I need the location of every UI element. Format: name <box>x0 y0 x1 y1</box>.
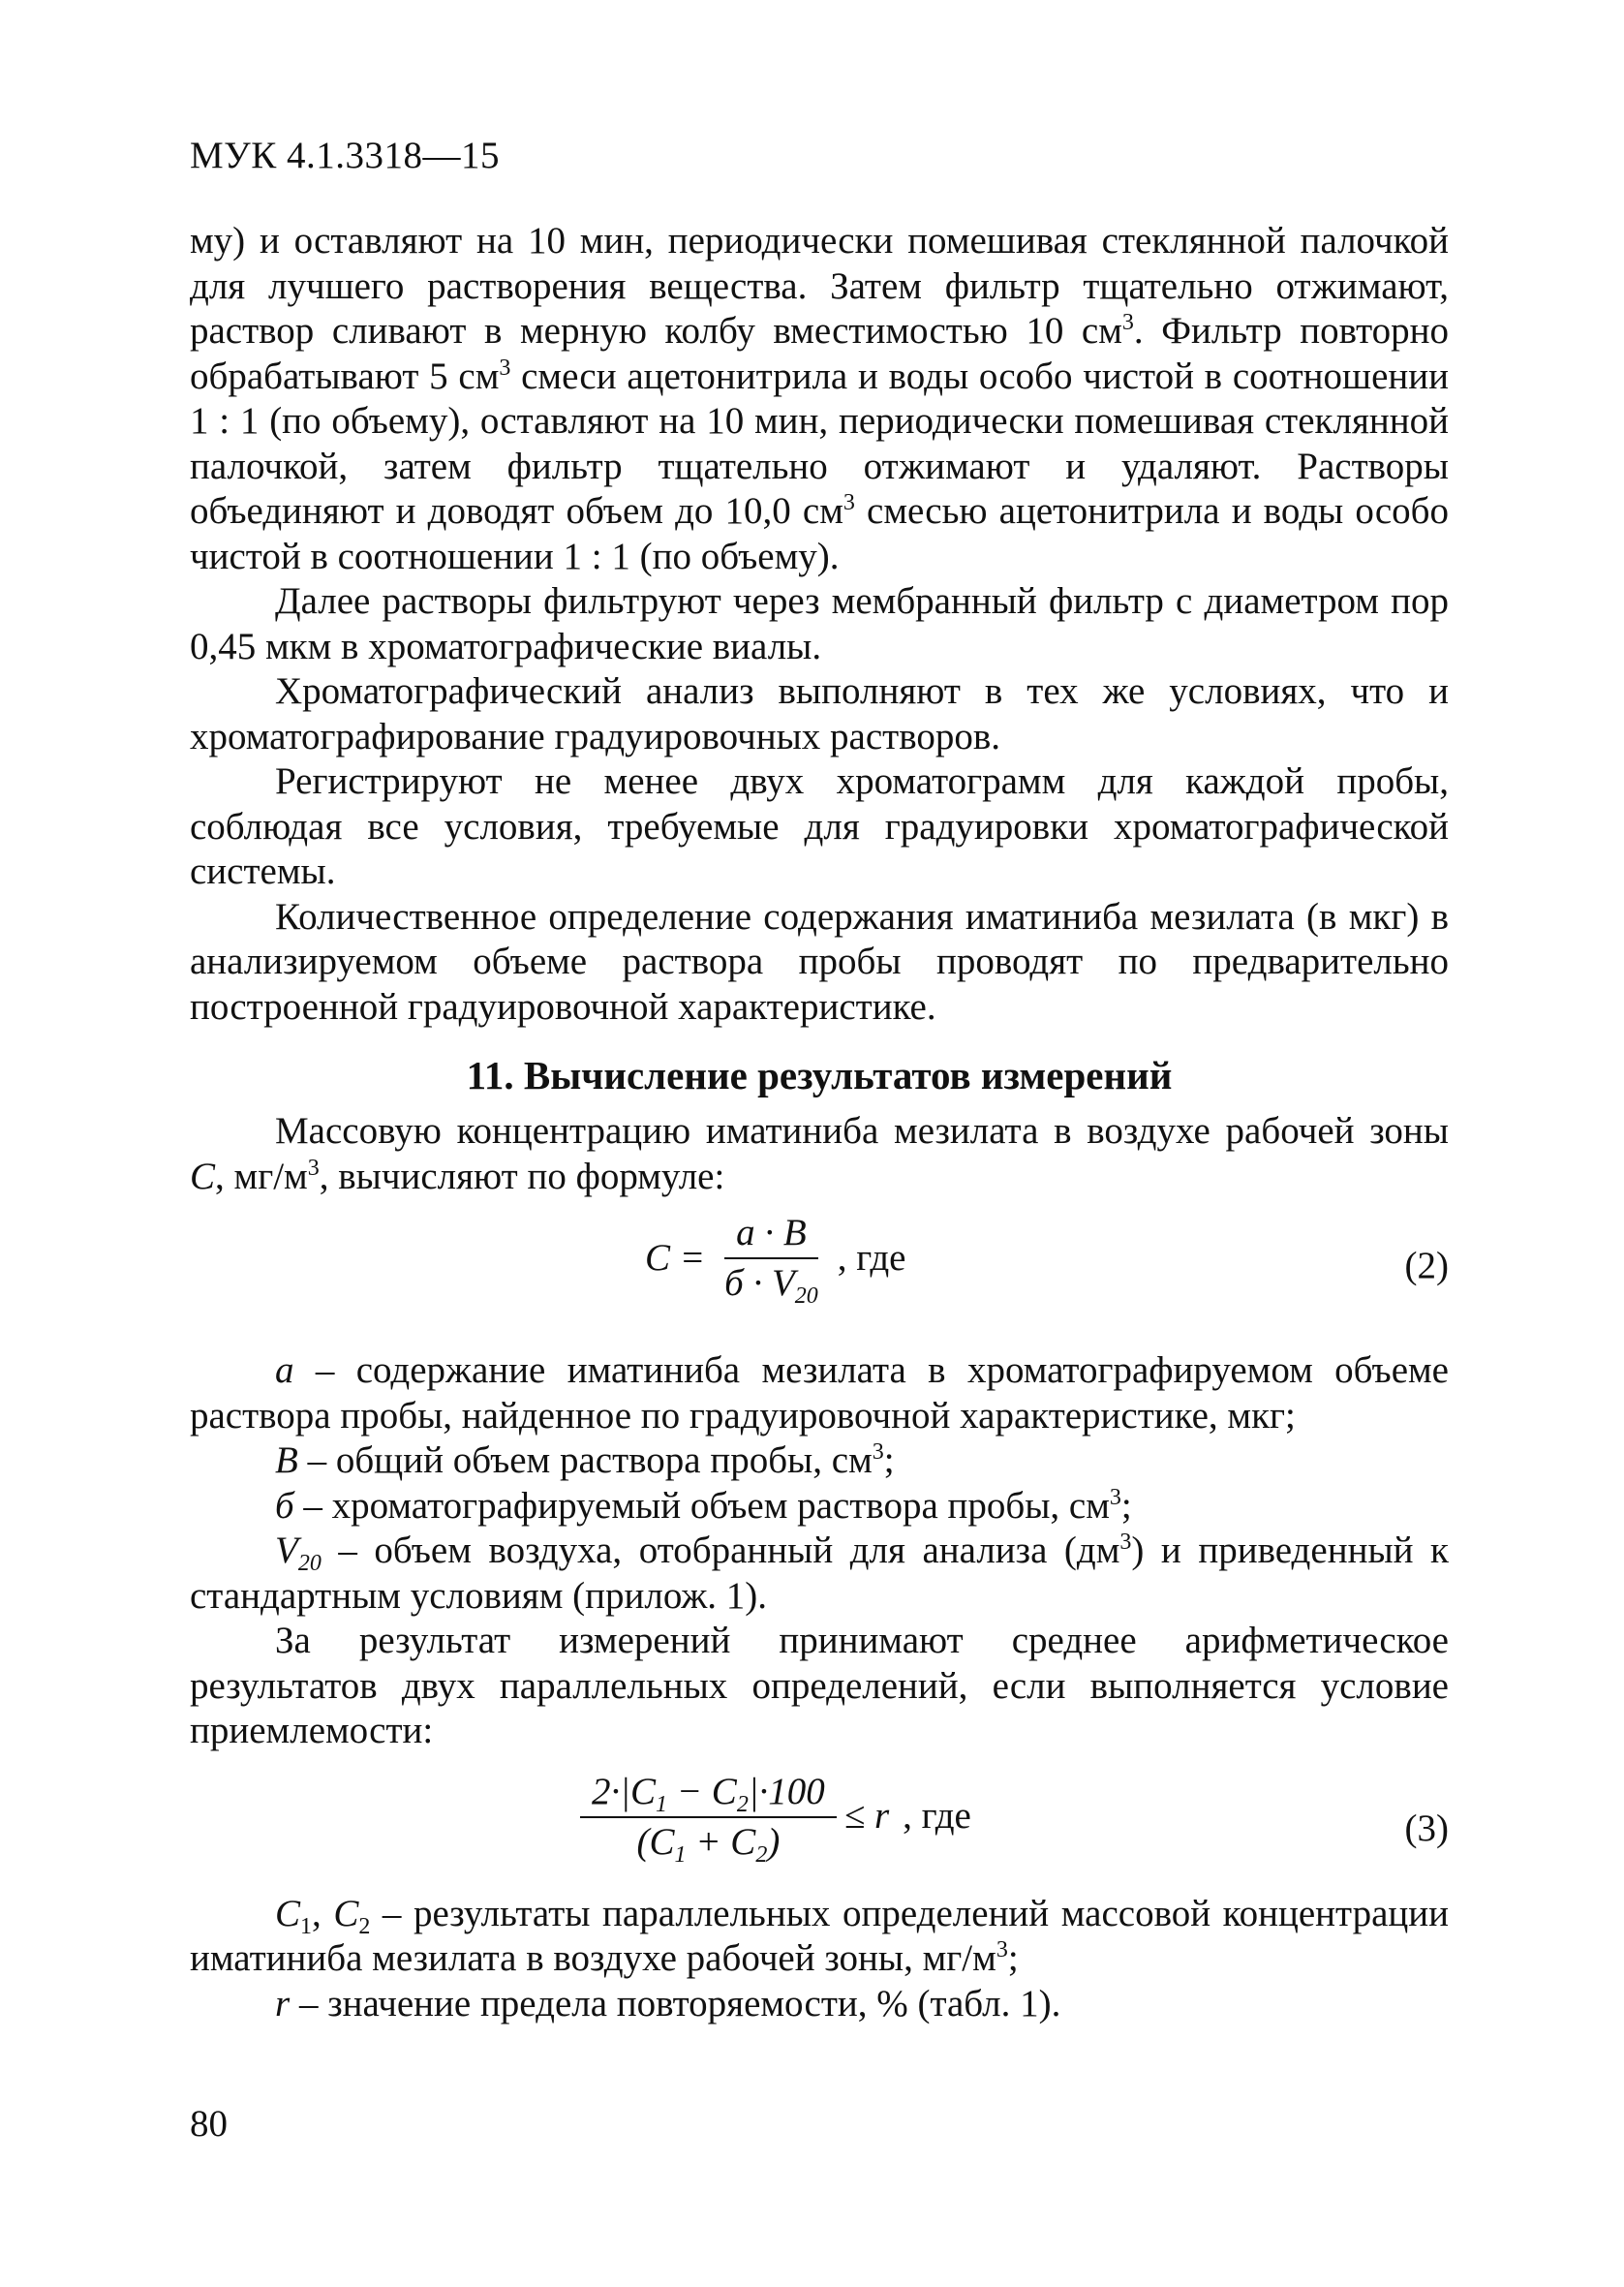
formula-2 <box>190 1205 1449 1337</box>
formula-3 <box>190 1768 1449 1882</box>
document-code-header: МУК 4.1.3318—15 <box>190 135 501 176</box>
paragraph-filtration: Далее растворы фильтруют через мембранный фильтр с диаметром пор 0,45 мкм в хроматографические виалы. <box>190 580 1449 667</box>
page-body <box>190 219 1449 2026</box>
paragraph-concentration-intro: Массовую концентрацию иматиниба мезилата в воздухе рабочей зоны C, $мг/м^3$, вычисляют по формуле: <box>190 1110 1449 1197</box>
definition-a: а – содержание иматиниба мезилата в хроматографируемом объеме раствора пробы, найденное по градуировочной характеристике, мкг; <box>190 1349 1449 1437</box>
paragraph-chromatogram-registration: Регистрируют не менее двух хроматограмм для каждой пробы, соблюдая все условия, требуемые для градуировки хроматографической системы. <box>190 760 1449 892</box>
formula-2-lhs: C = <box>645 1236 706 1279</box>
document-page <box>190 0 1449 2287</box>
formula-2-denominator: $б \cdot V_{20}$ <box>724 1262 818 1309</box>
paragraph-acceptability: За результат измерений принимают среднее арифметическое результатов двух параллельных определений, если выполняется условие приемлемости: <box>190 1620 1449 1751</box>
definition-r: r – значение предела повторяемости, % (табл. 1). <box>275 1982 1061 2024</box>
formula-2-fraction <box>713 1209 830 1308</box>
definition-b: В – общий объем раствора пробы, $см^3$; <box>275 1439 895 1481</box>
formula-3-fraction <box>580 1768 837 1867</box>
definition-v: б – хроматографируемый объем раствора пробы, $см^3$; <box>275 1484 1132 1527</box>
formula-3-numerator: $2\cdot|C_1 - C_2|\cdot 100$ <box>580 1768 837 1818</box>
definition-c1-c2: $C_1$, $C_2$ – результаты параллельных определений массовой концентрации иматиниба мезилата в воздухе рабочей зоны, $мг/м^3$; <box>190 1892 1449 1979</box>
paragraph-chromatographic-analysis: Хроматографический анализ выполняют в тех же условиях, что и хроматографирование градуировочных растворов. <box>190 670 1449 757</box>
formula-3-suffix: , где <box>903 1795 971 1838</box>
formula-3-denominator: $(C_1 + C_2)$ <box>636 1820 781 1868</box>
page-number: 80 <box>190 2103 228 2145</box>
formula-2-numerator: а · B <box>724 1209 818 1259</box>
definition-v20: $V_{20}$ – объем воздуха, отобранный для анализа $(дм^3)$ и приведенный к стандартным условиям (прилож. 1). <box>190 1530 1450 1617</box>
formula-3-number: (3) <box>1404 1807 1449 1849</box>
formula-2-number: (2) <box>1404 1245 1449 1286</box>
formula-2-suffix: , где <box>837 1236 906 1279</box>
paragraph-procedure-continued: му) и оставляют на 10 мин, периодически помешивая стеклянной палочкой для лучшего растворения вещества. Затем фильтр тщательно отжимают, раствор сливают в мерную колбу вместимостью 10 $см^3$. Фильтр повторно обрабатывают 5 $см^3$ смеси ацетонитрила и воды особо чистой в соотношении 1 : 1 (по объему), оставляют на 10 мин, периодически помешивая стеклянной палочкой, затем фильтр тщательно отжимают и удаляют. Растворы объединяют и доводят объем до 10,0 $см^3$ смесью ацетонитрила и воды особо чистой в соотношении 1 : 1 (по объему). <box>190 220 1449 577</box>
formula-3-relation: ≤ r <box>843 1795 890 1838</box>
paragraph-quantitative-determination: Количественное определение содержания иматиниба мезилата (в мкг) в анализируемом объеме раствора пробы проводят по предварительно построенной градуировочной характеристике. <box>190 895 1449 1028</box>
section-heading: 11. Вычисление результатов измерений <box>466 1053 1173 1097</box>
